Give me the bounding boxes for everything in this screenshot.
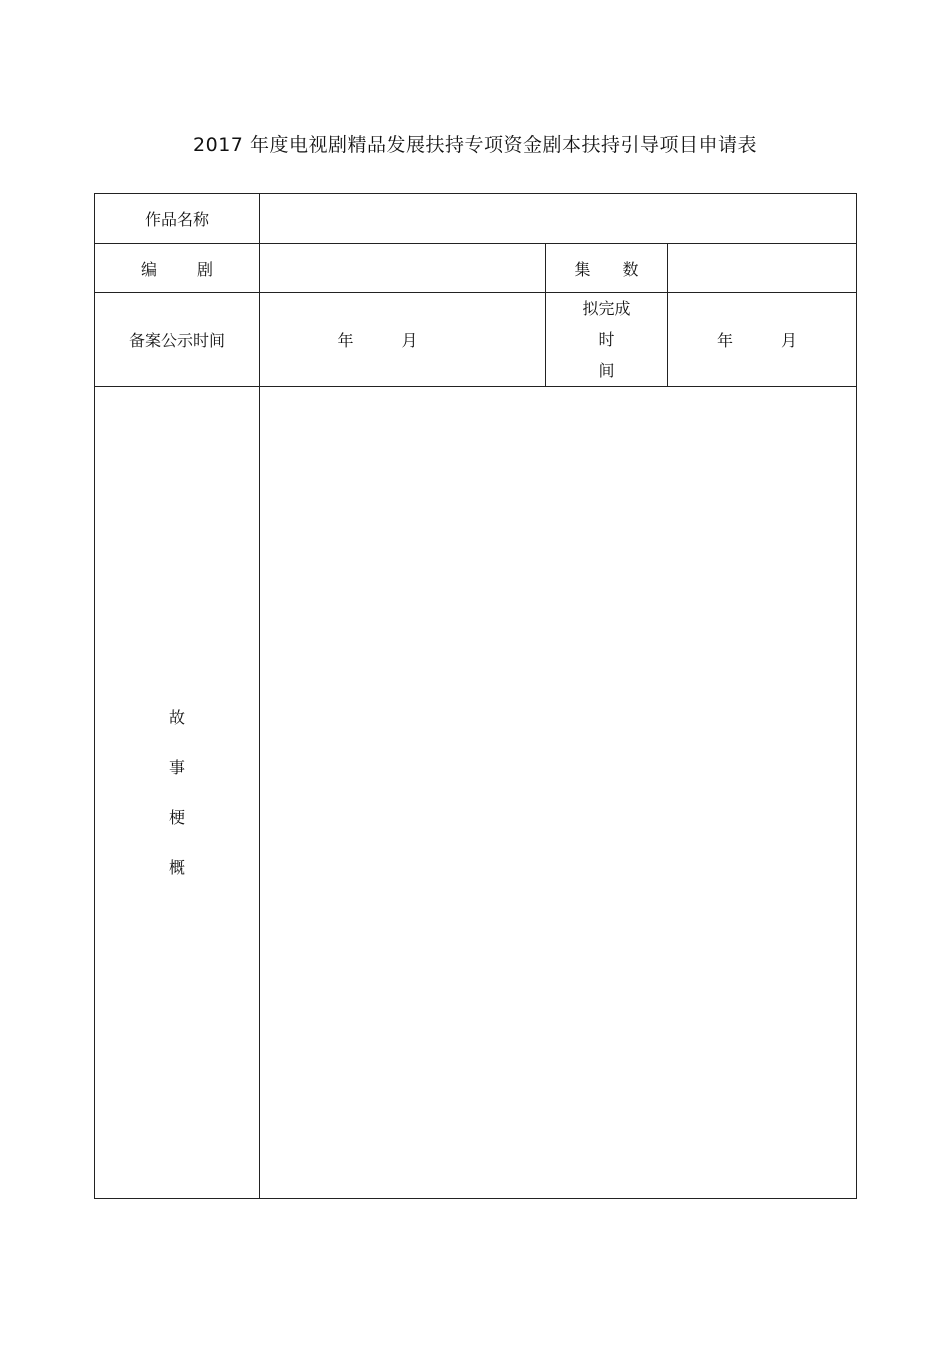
row-dates — [95, 293, 857, 387]
episodes-label — [546, 244, 668, 293]
writer-label-char-2: 剧 — [197, 259, 214, 279]
form-title: 2017 年度电视剧精品发展扶持专项资金剧本扶持引导项目申请表 — [193, 134, 757, 156]
planned-label-char-1: 时 — [598, 330, 615, 349]
planned-time-field[interactable] — [668, 293, 857, 387]
record-month-label: 月 — [401, 331, 418, 350]
synopsis-label-char-3: 梗 — [168, 807, 185, 827]
application-form-table — [94, 193, 857, 1199]
planned-year-label: 年 — [716, 331, 733, 350]
synopsis-label-char-1: 故 — [168, 707, 185, 727]
synopsis-field[interactable] — [260, 387, 857, 1199]
row-synopsis — [95, 387, 857, 1199]
planned-label-line-1: 拟完成 — [582, 299, 631, 318]
record-time-field[interactable] — [260, 293, 546, 387]
episodes-label-char-2: 数 — [622, 259, 639, 279]
synopsis-label-char-2: 事 — [168, 757, 185, 777]
writer-field[interactable] — [260, 244, 546, 293]
planned-month-label: 月 — [781, 331, 798, 350]
work-name-field[interactable] — [260, 194, 857, 244]
synopsis-label — [95, 387, 260, 1199]
episodes-field[interactable] — [668, 244, 857, 293]
row-writer-episodes — [95, 244, 857, 293]
writer-label — [95, 244, 260, 293]
work-name-label: 作品名称 — [95, 194, 260, 244]
record-time-label: 备案公示时间 — [95, 293, 260, 387]
record-year-label: 年 — [337, 331, 354, 350]
planned-label-line-2 — [546, 324, 667, 386]
synopsis-label-char-4: 概 — [168, 857, 185, 877]
writer-label-char-1: 编 — [140, 259, 157, 279]
episodes-label-char-1: 集 — [574, 259, 591, 279]
planned-label-char-2: 间 — [598, 361, 615, 380]
planned-completion-label — [546, 293, 668, 387]
row-work-name — [95, 194, 857, 244]
